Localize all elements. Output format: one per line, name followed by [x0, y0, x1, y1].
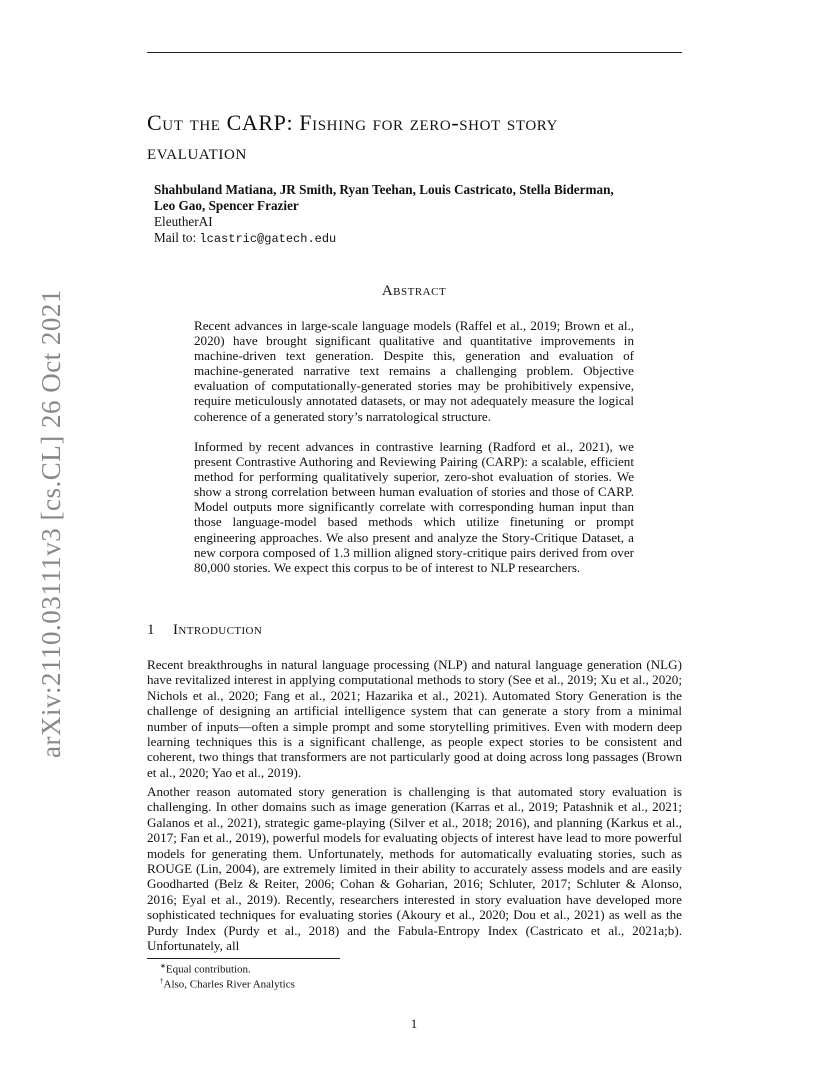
affiliation: EleutherAI: [154, 214, 213, 229]
footnote-2-mark: †: [160, 977, 164, 985]
section-number: 1: [147, 622, 155, 638]
paper-title: [147, 108, 692, 166]
footnote-1-text: Equal contribution.: [165, 963, 251, 976]
authors-line-1: [154, 182, 694, 198]
abstract-heading: Abstract: [381, 283, 447, 299]
footnote-1-mark: ∗: [160, 962, 166, 970]
authors-line-1-text: Shahbuland Matiana, JR Smith, Ryan Teehan, Louis Castricato, Stella Biderman,: [154, 182, 614, 197]
author-list: [154, 182, 694, 214]
section-title: Introduction: [173, 622, 263, 638]
section-heading: [147, 622, 262, 639]
email-address[interactable]: lcastric@gatech.edu: [199, 232, 337, 246]
title-rule: [147, 52, 682, 53]
arxiv-identifier: arXiv:2110.03111v3 [cs.CL] 26 Oct 2021: [36, 289, 66, 758]
intro-paragraph-2: Another reason automated story generation is challenging is that automated story evaluation is challenging. In other domains such as image generation (Karras et al., 2019; Patashnik et al., 2021; Galanos et al., 2021), strategic game-playing (Silver et al., 2018; 2016), and planning (Karkus et al., 2017; Fan et al., 2019), powerful models for evaluating objects of interest have lead to more powerful models for generating them. Unfortunately, methods for automatically evaluating stories, such as ROUGE (Lin, 2004), are extremely limited in their ability to accurately assess models and are easily Goodharted (Belz & Reiter, 2006; Cohan & Goharian, 2016; Schluter, 2017; Schluter & Alonso, 2016; Eyal et al., 2019). Recently, researchers interested in story evaluation have developed more sophisticated techniques for evaluating stories (Akoury et al., 2020; Dou et al., 2021) as well as the Purdy Index (Purdy et al., 2018) and the Fabula-Entropy Index (Castricato et al., 2021a;b). Unfortunately, all: [147, 784, 682, 954]
abstract-paragraph-1: Recent advances in large-scale language models (Raffel et al., 2019; Brown et al., 2020) have brought significant qualitative and quantitative improvements in machine-driven text generation. Despite this, generation and evaluation of machine-generated narrative text remains a challenging problem. Objective evaluation of computationally-generated stories may be prohibitively expensive, require meticulously annotated datasets, or may not adequately measure the logical coherence of a generated story’s narratological structure.: [194, 318, 634, 424]
footnote-rule: [147, 958, 340, 959]
contact-email: [154, 230, 336, 246]
footnote-2: [160, 977, 295, 991]
mail-label: Mail to:: [154, 230, 200, 245]
title-line-2: evaluation: [147, 139, 247, 164]
footnote-1: [160, 962, 251, 976]
footnote-2-text: Also, Charles River Analytics: [163, 978, 295, 991]
abstract-paragraph-2: Informed by recent advances in contrastive learning (Radford et al., 2021), we present Contrastive Authoring and Reviewing Pairing (CARP): a scalable, efficient method for performing qualitatively superior, zero-shot evaluation of stories. We show a strong correlation between human evaluation of stories and those of CARP. Model outputs more significantly correlate with corresponding human input than those language-model based methods which utilize finetuning or prompt engineering approaches. We also present and analyze the Story-Critique Dataset, a new corpora composed of 1.3 million aligned story-critique pairs derived from over 80,000 stories. We expect this corpus to be of interest to NLP researchers.: [194, 439, 634, 575]
title-line-1: Cut the CARP: Fishing for zero-shot story: [147, 110, 558, 135]
authors-line-2: Leo Gao, Spencer Frazier: [154, 198, 299, 213]
page-number: 1: [410, 1016, 418, 1031]
intro-paragraph-1: Recent breakthroughs in natural language processing (NLP) and natural language generation (NLG) have revitalized interest in applying computational methods to story (See et al., 2019; Xu et al., 2020; Nichols et al., 2020; Fang et al., 2021; Hazarika et al., 2021). Automated Story Generation is the challenge of designing an artificial intelligence system that can generate a story from a minimal number of inputs—often a simple prompt and some storytelling primitives. Even with modern deep learning techniques this is a significant challenge, as people expect stories to be consistent and coherent, two things that transformers are not particularly good at doing across long passages (Brown et al., 2020; Yao et al., 2019).: [147, 657, 682, 780]
